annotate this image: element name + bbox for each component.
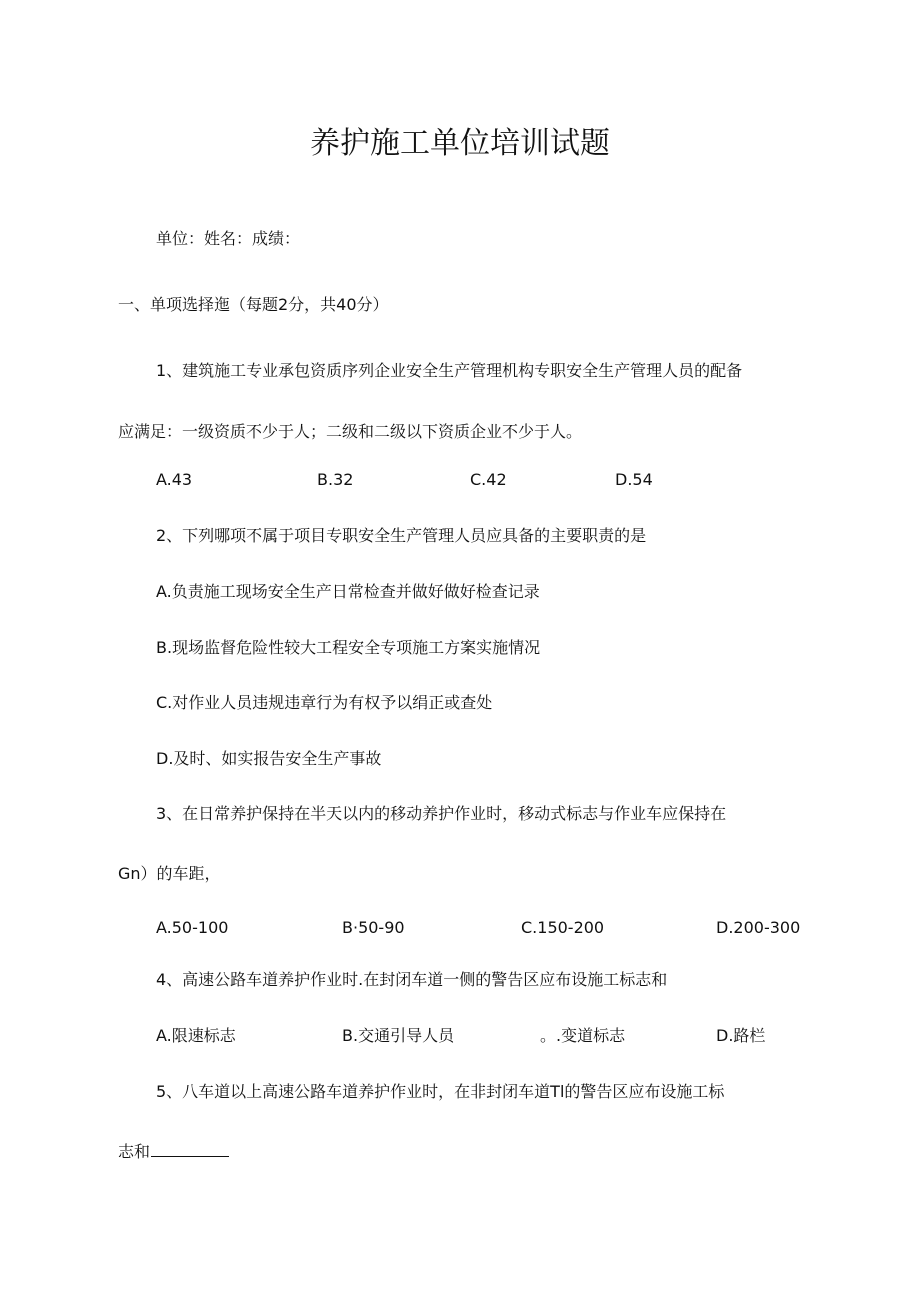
question-1-text: 1、建筑施工专业承包资质序列企业安全生产管理机构专职安全生产管理人员的配备 [156,361,743,380]
option-a: A.50-100 [156,918,229,937]
option-c: C.对作业人员违规违章行为有权予以绢正或查处 [156,693,493,712]
page-title: 养护施工单位培训试题 [310,126,610,161]
question-3-text: 3、在日常养护保持在半天以内的移动养护作业时，移动式标志与作业车应保持在 [156,804,727,823]
section-heading: 一、单项选择迤（每题2分，共40分） [118,295,389,314]
header-fields: 单位：姓名：成绩： [156,229,301,248]
question-5-text: 5、八车道以上高速公路车道养护作业时，在非封闭车道Tl的警告区应布设施工标 [156,1082,725,1101]
option-a: A.43 [156,470,193,489]
answer-blank [151,1140,229,1157]
option-c: C.150-200 [521,918,605,937]
question-4-options [0,1025,920,1047]
option-b: B.交通引导人员 [342,1026,455,1045]
question-4-text: 4、高速公路车道养护作业时.在封闭车道一侧的警告区应布设施工标志和 [156,970,668,989]
question-1-text-cont: 应满足：一级资质不少于人；二级和二级以下资质企业不少于人。 [118,422,583,441]
question-2-text: 2、下列哪项不属于项目专职安全生产管理人员应具备的主要职责的是 [156,526,647,545]
option-d: D.路栏 [716,1026,766,1045]
question-1-options [0,469,920,491]
option-b: B.现场监督危险性较大工程安全专项施工方案实施情况 [156,638,541,657]
option-a: A.负责施工现场安全生产日常检查并做好做好检查记录 [156,582,540,601]
question-5-text-tail: 志和 [118,1142,151,1161]
option-d: D.200-300 [716,918,801,937]
option-c: C.42 [470,470,507,489]
option-b: B·50-90 [342,918,405,937]
question-3-text-cont: Gn）的车距， [118,864,221,883]
question-5-text-cont [118,1140,229,1163]
option-d: D.及时、如实报告安全生产事故 [156,749,382,768]
option-d: D.54 [615,470,653,489]
option-a: A.限速标志 [156,1026,236,1045]
question-3-options [0,917,920,939]
option-c: 。.变道标志 [540,1026,626,1045]
option-b: B.32 [317,470,354,489]
